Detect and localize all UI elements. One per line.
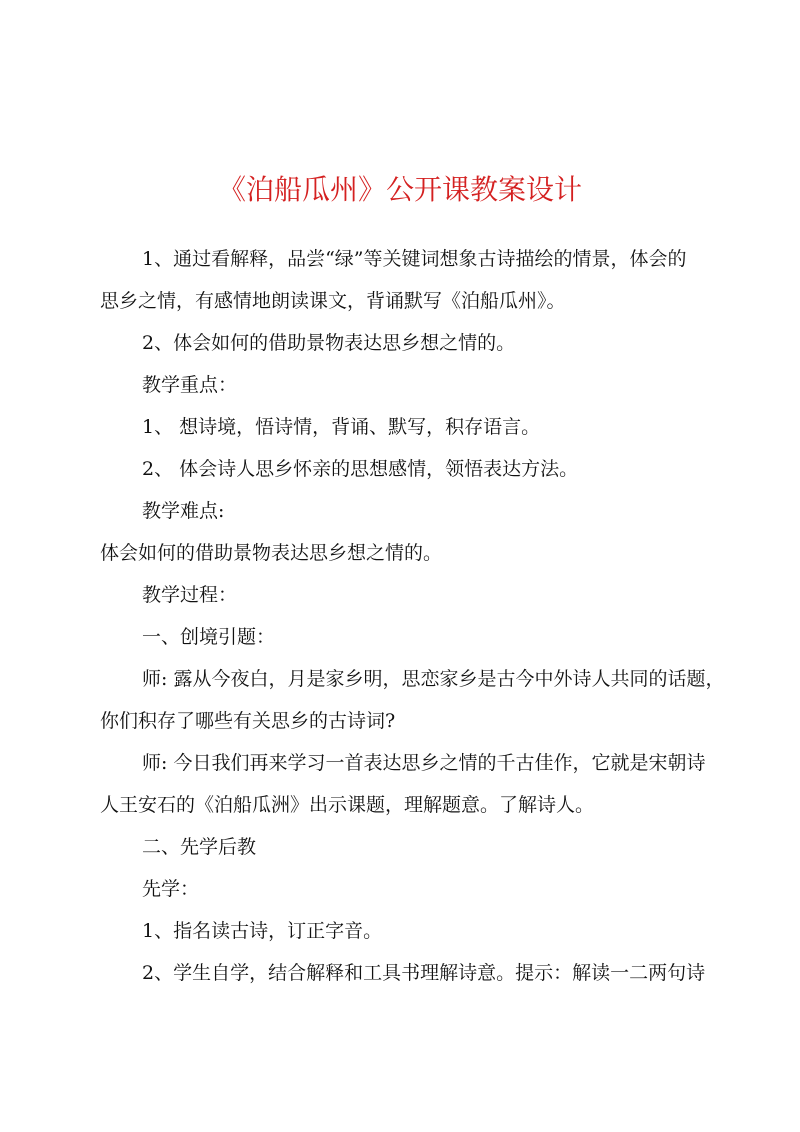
list-item: 1、指名读古诗，订正字音。: [142, 920, 383, 942]
section-heading: 教学过程：: [142, 584, 238, 606]
paragraph-line: 师: 露从今夜白，月是家乡明，思恋家乡是古今中外诗人共同的话题，: [142, 668, 725, 690]
paragraph-line: 师: 今日我们再来学习一首表达思乡之情的千古佳作，它就是宋朝诗: [142, 752, 706, 774]
paragraph-line: 体会如何的借助景物表达思乡想之情的。: [100, 542, 443, 564]
section-heading: 二、先学后教: [142, 836, 257, 858]
list-item: 2、学生自学，结合解释和工具书理解诗意。提示：解读一二两句诗: [142, 962, 706, 984]
paragraph-line: 2、体会如何的借助景物表达思乡想之情的。: [142, 332, 516, 354]
paragraph-line: 思乡之情，有感情地朗读课文，背诵默写《泊船瓜州》。: [100, 290, 566, 312]
section-heading: 教学重点：: [142, 374, 238, 396]
list-item: 1、 想诗境，悟诗情，背诵、默写，积存语言。: [142, 416, 541, 438]
section-heading: 先学：: [142, 878, 200, 900]
section-heading: 一、创境引题：: [142, 626, 276, 648]
paragraph-line: 人王安石的《泊船瓜洲》出示课题，理解题意。了解诗人。: [100, 794, 595, 816]
document-title: 《泊船瓜州》公开课教案设计: [217, 173, 582, 206]
document-body: [100, 238, 725, 994]
section-heading: 教学难点:: [142, 500, 225, 522]
paragraph-line: 1、通过看解释，品尝“绿”等关键词想象古诗描绘的情景，体会的: [142, 248, 687, 270]
paragraph-line: 你们积存了哪些有关思乡的古诗词?: [100, 710, 396, 732]
list-item: 2、 体会诗人思乡怀亲的思想感情，领悟表达方法。: [142, 458, 579, 480]
